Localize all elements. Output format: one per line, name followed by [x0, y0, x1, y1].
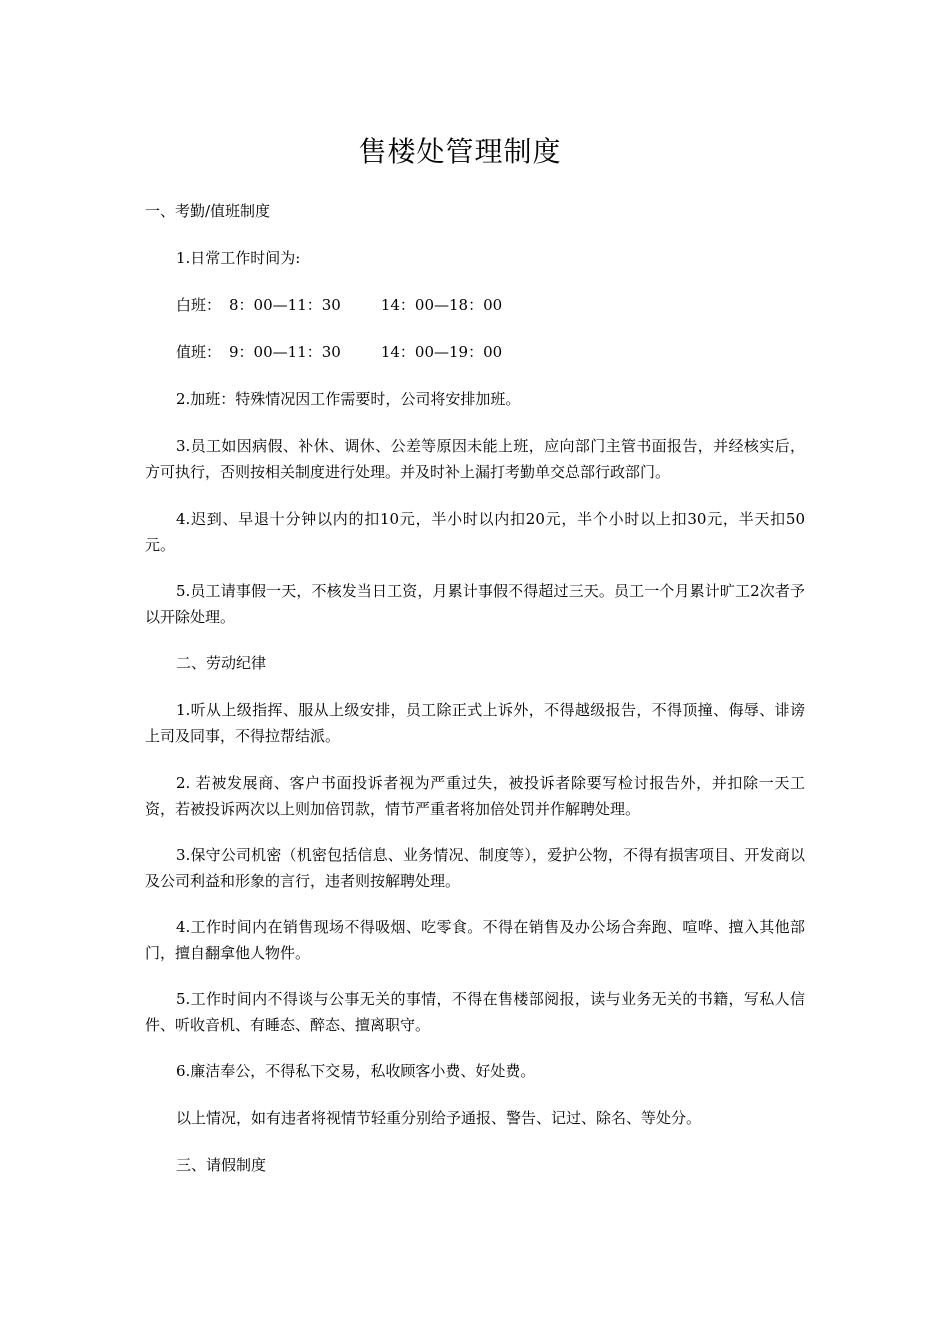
duty-shift-line	[176, 339, 502, 365]
section2-item6: 6.廉洁奉公，不得私下交易，私收顾客小费、好处费。	[176, 1062, 536, 1080]
day-shift-morning: 8：00—11：30	[229, 296, 341, 314]
duty-shift-afternoon: 14：00—19：00	[380, 343, 503, 361]
section1-item5: 5.员工请事假一天，不核发当日工资，月累计事假不得超过三天。员工一个月累计旷工2次者予以开除处理。	[145, 582, 805, 626]
section2-item2: 2. 若被发展商、客户书面投诉者视为严重过失，被投诉者除要写检讨报告外，并扣除一天工资，若被投诉两次以上则加倍罚款，情节严重者将加倍处罚并作解聘处理。	[145, 774, 805, 818]
section2-summary: 以上情况，如有违者将视情节轻重分别给予通报、警告、记过、除名、等处分。	[176, 1109, 702, 1127]
section1-item1: 1.日常工作时间为:	[176, 249, 301, 267]
section1-item4: 4.迟到、早退十分钟以内的扣10元，半小时以内扣20元，半个小时以上扣30元，半天扣50元。	[145, 510, 805, 554]
section1-heading: 一、考勤/值班制度	[145, 202, 271, 220]
day-shift-line	[176, 292, 502, 318]
page-title: 售楼处管理制度	[358, 135, 562, 168]
section2-item5: 5.工作时间内不得谈与公事无关的事情，不得在售楼部阅报，读与业务无关的书籍，写私人信件、听收音机、有睡态、醉态、擅离职守。	[145, 990, 805, 1034]
day-shift-afternoon: 14：00—18：00	[380, 296, 503, 314]
duty-shift-label: 值班：	[176, 343, 222, 361]
section1-item3: 3.员工如因病假、补休、调休、公差等原因未能上班，应向部门主管书面报告，并经核实后，方可执行，否则按相关制度进行处理。并及时补上漏打考勤单交总部行政部门。	[145, 437, 805, 481]
section2-item3: 3.保守公司机密（机密包括信息、业务情况、制度等），爱护公物，不得有损害项目、开发商以及公司利益和形象的言行，违者则按解聘处理。	[145, 846, 805, 890]
day-shift-label: 白班：	[176, 296, 222, 314]
section2-item1: 1.听从上级指挥、服从上级安排，员工除正式上诉外，不得越级报告，不得顶撞、侮辱、诽谤上司及同事，不得拉帮结派。	[145, 701, 805, 745]
section1-item2: 2.加班：特殊情况因工作需要时，公司将安排加班。	[176, 390, 521, 408]
duty-shift-morning: 9：00—11：30	[229, 343, 341, 361]
section2-item4: 4.工作时间内在销售现场不得吸烟、吃零食。不得在销售及办公场合奔跑、喧哗、擅入其他部门，擅自翻拿他人物件。	[145, 918, 805, 962]
section2-heading: 二、劳动纪律	[176, 654, 267, 672]
section3-heading: 三、请假制度	[176, 1156, 267, 1174]
